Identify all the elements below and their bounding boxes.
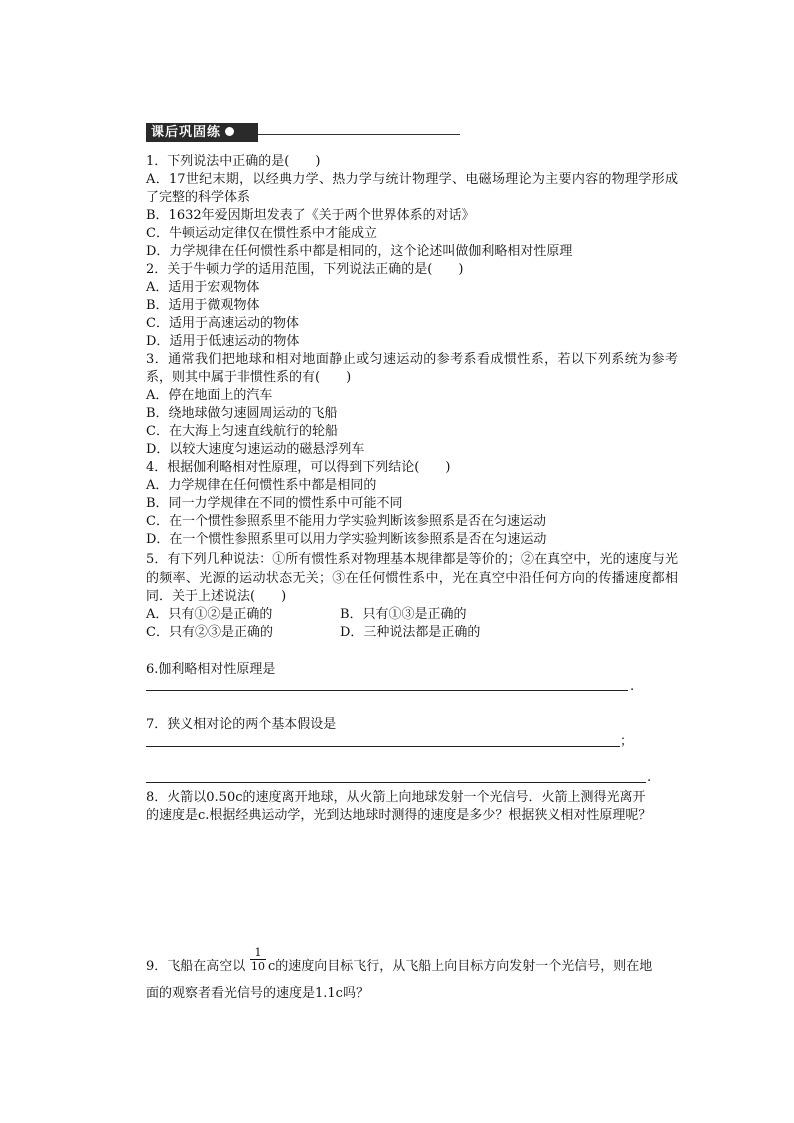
- q4-option-d: D．在一个惯性参照系里可以用力学实验判断该参照系是否在匀速运动: [146, 532, 547, 547]
- q7-stem: 7．狭义相对论的两个基本假设是: [146, 717, 337, 732]
- q1-option-b: B．1632年爱因斯坦发表了《关于两个世界体系的对话》: [146, 208, 475, 223]
- q1-option-d: D．力学规律在任何惯性系中都是相同的，这个论述叫做伽利略相对性原理: [146, 244, 573, 259]
- section-tag-label: 课后巩固练: [151, 125, 222, 140]
- q2-stem: 2．关于牛顿力学的适用范围，下列说法正确的是( ): [146, 262, 464, 277]
- q4-option-c: C．在一个惯性参照系里不能用力学实验判断该参照系是否在匀速运动: [146, 514, 546, 529]
- q9-line-2: 面的观察者看光信号的速度是1.1c吗？: [146, 986, 369, 1001]
- q4-stem: 4．根据伽利略相对性原理，可以得到下列结论( ): [146, 460, 451, 475]
- q1-option-c: C．牛顿运动定律仅在惯性系中才能成立: [146, 226, 377, 241]
- q2-option-a: A．适用于宏观物体: [146, 280, 260, 295]
- q1-option-a: [146, 171, 678, 207]
- q2-option-c: C．适用于高速运动的物体: [146, 316, 299, 331]
- q3-stem: 3．通常我们把地球和相对地面静止或匀速运动的参考系看成惯性系，若以下列系统为参考系，则其中属于非惯性系的有( ): [146, 352, 678, 385]
- q4-option-a: A．力学规律在任何惯性系中都是相同的: [146, 478, 377, 493]
- q7-mid-punct: ；: [620, 734, 634, 749]
- q2-option-b: B．适用于微观物体: [146, 298, 260, 313]
- q7-answer-blank-2[interactable]: [146, 782, 646, 783]
- q2-option-d: D．适用于低速运动的物体: [146, 334, 300, 349]
- q3-option-a: A．停在地面上的汽车: [146, 388, 273, 403]
- bullet-dot-icon: [225, 127, 234, 136]
- section-header: [146, 123, 460, 143]
- q9-post: c的速度向目标飞行，从飞船上向目标方向发射一个光信号，则在地: [268, 959, 653, 974]
- q3-option-d: D．以较大速度匀速运动的磁悬浮列车: [146, 442, 365, 457]
- q3-option-c: C．在大海上匀速直线航行的轮船: [146, 424, 338, 439]
- q9-fraction-numerator: 1: [254, 946, 262, 959]
- q7-end-punct: .: [647, 770, 652, 785]
- q5-stem: 5．有下列几种说法：①所有惯性系对物理基本规律都是等价的；②在真空中，光的速度与光的频率、光源的运动状态无关；③在任何惯性系中，光在真空中沿任何方向的传播速度都相同．关于上述说法( ): [146, 552, 678, 604]
- q9-fraction-denominator: 10: [251, 960, 265, 973]
- q4-option-b: B．同一力学规律在不同的惯性系中可能不同: [146, 496, 403, 511]
- q1-stem: 1．下列说法中正确的是( ): [146, 154, 321, 169]
- q8-line-1: 8．火箭以0.50c的速度离开地球，从火箭上向地球发射一个光信号．火箭上测得光离开: [146, 790, 646, 805]
- q9-fraction: [250, 947, 266, 972]
- q6-end-punct: .: [630, 679, 635, 694]
- header-rule: [258, 134, 460, 135]
- q9-pre: 9．飞船在高空以: [146, 959, 246, 974]
- q7-answer-blank-1[interactable]: [146, 746, 620, 747]
- q6-stem: 6.伽利略相对性原理是: [146, 662, 276, 677]
- q6-answer-blank[interactable]: [146, 690, 628, 691]
- q1-option-a-text: A．17世纪末期，以经典力学、热力学与统计物理学、电磁场理论为主要内容的物理学形成了完整的科学体系: [146, 172, 678, 205]
- section-tag: [146, 123, 258, 142]
- q5-option-b: B．只有①③是正确的: [340, 607, 467, 622]
- q3-option-b: B．绕地球做匀速圆周运动的飞船: [146, 406, 338, 421]
- q5-option-a: A．只有①②是正确的: [146, 607, 273, 622]
- q8-line-2: 的速度是c.根据经典运动学，光到达地球时测得的速度是多少？根据狭义相对性原理呢？: [146, 808, 652, 823]
- q5-option-d: D．三种说法都是正确的: [340, 625, 481, 640]
- q5-option-c: C．只有②③是正确的: [146, 625, 273, 640]
